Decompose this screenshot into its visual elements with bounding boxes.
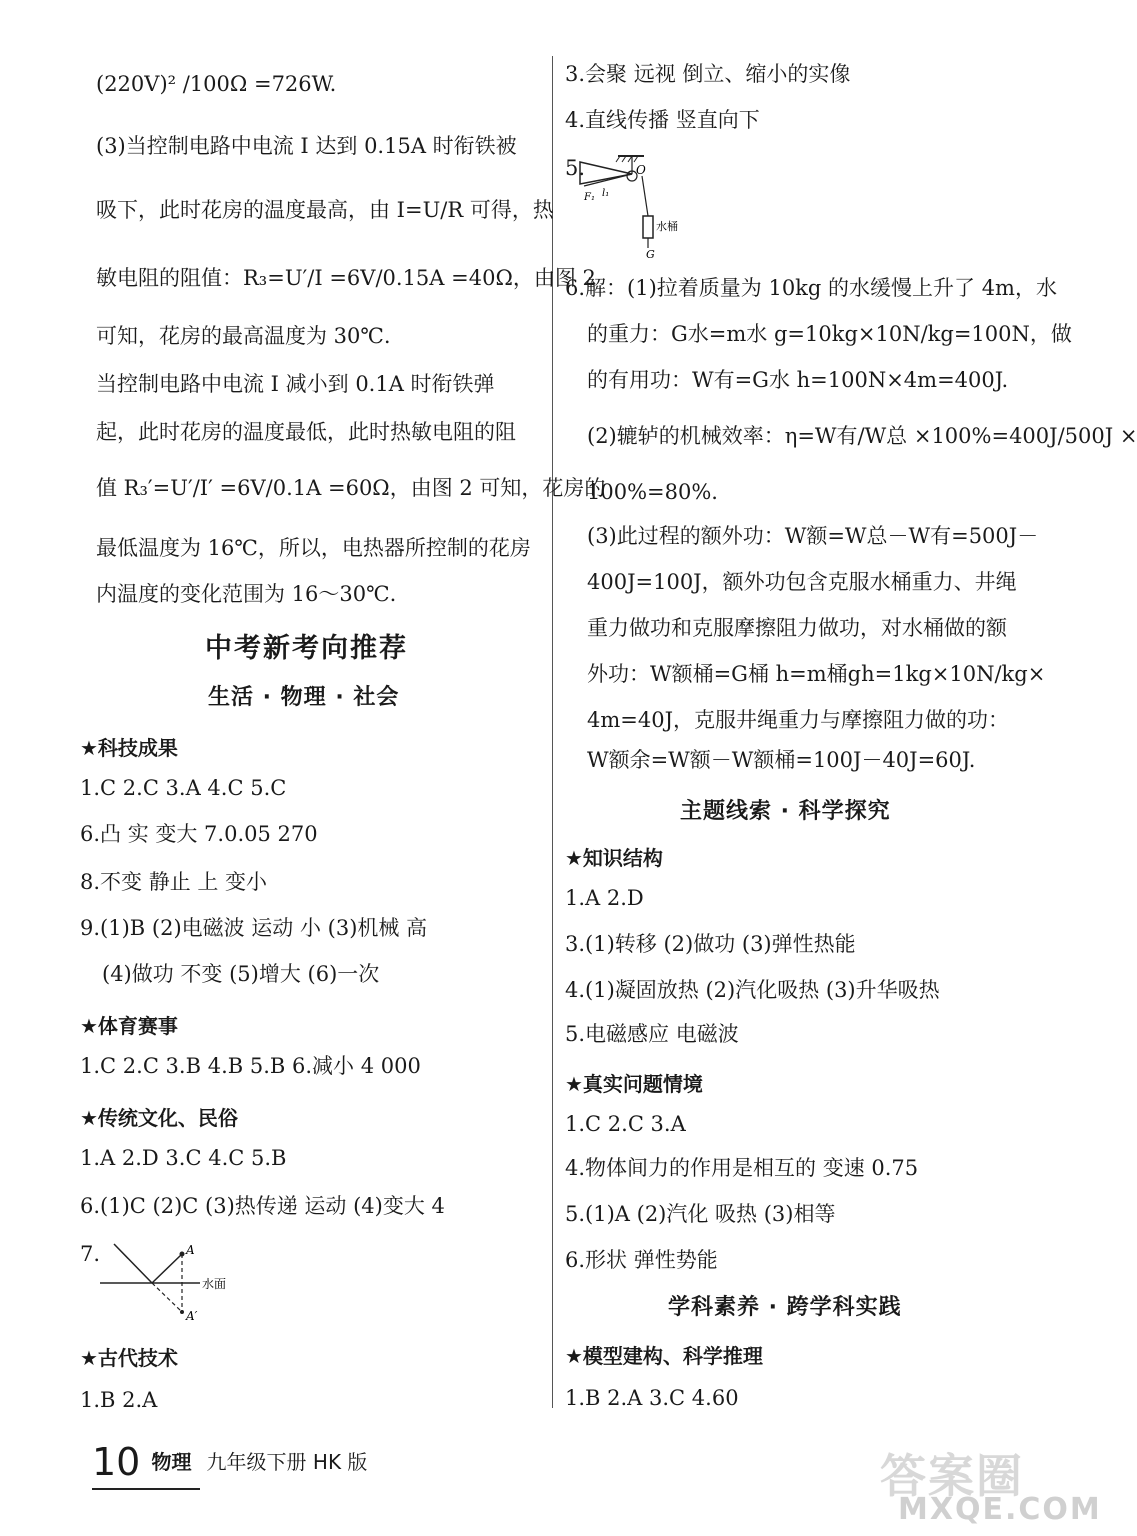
right-line-0: 3.会聚 远视 倒立、缩小的实像 bbox=[565, 62, 851, 86]
pivot-o-label: O bbox=[636, 163, 646, 177]
footer-grade: 九年级下册 HK 版 bbox=[206, 1450, 368, 1474]
lever-pulley-diagram bbox=[580, 150, 700, 260]
heading-interdisciplinary: 学科素养 · 跨学科实践 bbox=[668, 1295, 902, 1320]
culture-line-1: 6.(1)C (2)C (3)热传递 运动 (4)变大 4 bbox=[80, 1194, 445, 1218]
sports-line-0: 1.C 2.C 3.B 4.B 5.B 6.减小 4 000 bbox=[80, 1054, 421, 1078]
q6-line-2: 的有用功：W有=G水 h=100N×4m=400J. bbox=[587, 368, 1009, 392]
watermark-logo: 答案圈 bbox=[880, 1449, 1024, 1503]
point-a-prime-label: A′ bbox=[186, 1309, 198, 1323]
tech-line-1: 6.凸 实 变大 7.0.05 270 bbox=[80, 822, 318, 846]
q6-line-3: (2)辘轳的机械效率：η=W有/W总 ×100%=400J/500J × bbox=[587, 424, 1137, 448]
q6-line-7: 重力做功和克服摩擦阻力做功，对水桶做的额 bbox=[587, 616, 1007, 640]
page-footer bbox=[92, 1440, 367, 1484]
water-surface-label: 水面 bbox=[202, 1277, 227, 1291]
modeling-line-0: 1.B 2.A 3.C 4.60 bbox=[565, 1386, 739, 1410]
main-heading: 中考新考向推荐 bbox=[205, 633, 408, 664]
culture-line-0: 1.A 2.D 3.C 4.C 5.B bbox=[80, 1146, 287, 1170]
ancient-line-0: 1.B 2.A bbox=[80, 1388, 158, 1412]
heading-science-inquiry: 主题线索 · 科学探究 bbox=[680, 799, 891, 824]
column-divider bbox=[552, 56, 553, 1408]
section-title-real-problems: ★真实问题情境 bbox=[565, 1072, 703, 1096]
arm-l1-label: l₁ bbox=[602, 188, 610, 199]
right-line-1: 4.直线传播 竖直向下 bbox=[565, 108, 760, 132]
q6-line-10: W额余=W额－W额桶=100J－40J=60J. bbox=[587, 748, 976, 772]
left-line-9: 内温度的变化范围为 16～30℃. bbox=[96, 582, 397, 606]
q6-line-0: 6.解：(1)拉着质量为 10kg 的水缓慢上升了 4m，水 bbox=[565, 276, 1057, 300]
watermark-url: MXQE.COM bbox=[898, 1492, 1102, 1527]
q6-line-5: (3)此过程的额外功：W额=W总－W有=500J－ bbox=[587, 524, 1039, 548]
knowledge-line-3: 5.电磁感应 电磁波 bbox=[565, 1022, 739, 1046]
left-line-1: (3)当控制电路中电流 I 达到 0.15A 时衔铁被 bbox=[96, 134, 517, 158]
section-title-sports: ★体育赛事 bbox=[80, 1014, 178, 1038]
reflection-diagram bbox=[100, 1238, 250, 1328]
q6-line-8: 外功：W额桶=G桶 h=m桶gh=1kg×10N/kg× bbox=[587, 662, 1046, 686]
left-line-2: 吸下，此时花房的温度最高，由 I=U/R 可得，热 bbox=[96, 198, 554, 222]
gravity-g-label: G bbox=[646, 248, 655, 261]
left-line-6: 起，此时花房的温度最低，此时热敏电阻的阻 bbox=[96, 420, 516, 444]
tech-line-2: 8.不变 静止 上 变小 bbox=[80, 870, 268, 894]
knowledge-line-1: 3.(1)转移 (2)做功 (3)弹性热能 bbox=[565, 932, 856, 956]
section-title-culture: ★传统文化、民俗 bbox=[80, 1106, 238, 1130]
knowledge-line-2: 4.(1)凝固放热 (2)汽化吸热 (3)升华吸热 bbox=[565, 978, 940, 1002]
section-title-tech: ★科技成果 bbox=[80, 736, 178, 760]
bucket-label: 水桶 bbox=[656, 220, 678, 233]
page-number: 10 bbox=[92, 1440, 141, 1484]
right-line-2: 5. bbox=[565, 156, 586, 180]
force-f1-label: F₁ bbox=[584, 192, 595, 203]
real-line-1: 4.物体间力的作用是相互的 变速 0.75 bbox=[565, 1156, 919, 1180]
real-line-2: 5.(1)A (2)汽化 吸热 (3)相等 bbox=[565, 1202, 836, 1226]
left-line-4: 可知，花房的最高温度为 30℃. bbox=[96, 324, 391, 348]
section-title-ancient: ★古代技术 bbox=[80, 1346, 178, 1370]
section-title-modeling: ★模型建构、科学推理 bbox=[565, 1344, 763, 1368]
knowledge-line-0: 1.A 2.D bbox=[565, 886, 644, 910]
left-line-8: 最低温度为 16℃，所以，电热器所控制的花房 bbox=[96, 536, 531, 560]
section-title-knowledge: ★知识结构 bbox=[565, 846, 663, 870]
q6-line-9: 4m=40J，克服井绳重力与摩擦阻力做的功： bbox=[587, 708, 1010, 732]
tech-line-0: 1.C 2.C 3.A 4.C 5.C bbox=[80, 776, 287, 800]
q6-line-1: 的重力：G水=m水 g=10kg×10N/kg=100N，做 bbox=[587, 322, 1072, 346]
left-line-0: (220V)² /100Ω =726W. bbox=[96, 72, 337, 96]
q6-line-4: 100%=80%. bbox=[587, 480, 718, 504]
real-line-0: 1.C 2.C 3.A bbox=[565, 1112, 686, 1136]
footer-underline bbox=[92, 1488, 200, 1490]
q6-line-6: 400J=100J，额外功包含克服水桶重力、井绳 bbox=[587, 570, 1017, 594]
tech-line-3: 9.(1)B (2)电磁波 运动 小 (3)机械 高 bbox=[80, 916, 428, 940]
point-a-label: A bbox=[186, 1243, 195, 1257]
real-line-3: 6.形状 弹性势能 bbox=[565, 1248, 718, 1272]
footer-subject: 物理 bbox=[151, 1450, 192, 1474]
culture-line-2: 7. bbox=[80, 1242, 101, 1266]
left-line-5: 当控制电路中电流 I 减小到 0.1A 时衔铁弹 bbox=[96, 372, 495, 396]
left-line-7: 值 R₃′=U′/I′ =6V/0.1A =60Ω，由图 2 可知，花房的 bbox=[96, 476, 606, 500]
left-line-3: 敏电阻的阻值：R₃=U′/I =6V/0.15A =40Ω，由图 2 bbox=[96, 266, 596, 290]
tech-line-4: (4)做功 不变 (5)增大 (6)一次 bbox=[102, 962, 380, 986]
subheading-life-physics-society: 生活 · 物理 · 社会 bbox=[208, 685, 400, 710]
